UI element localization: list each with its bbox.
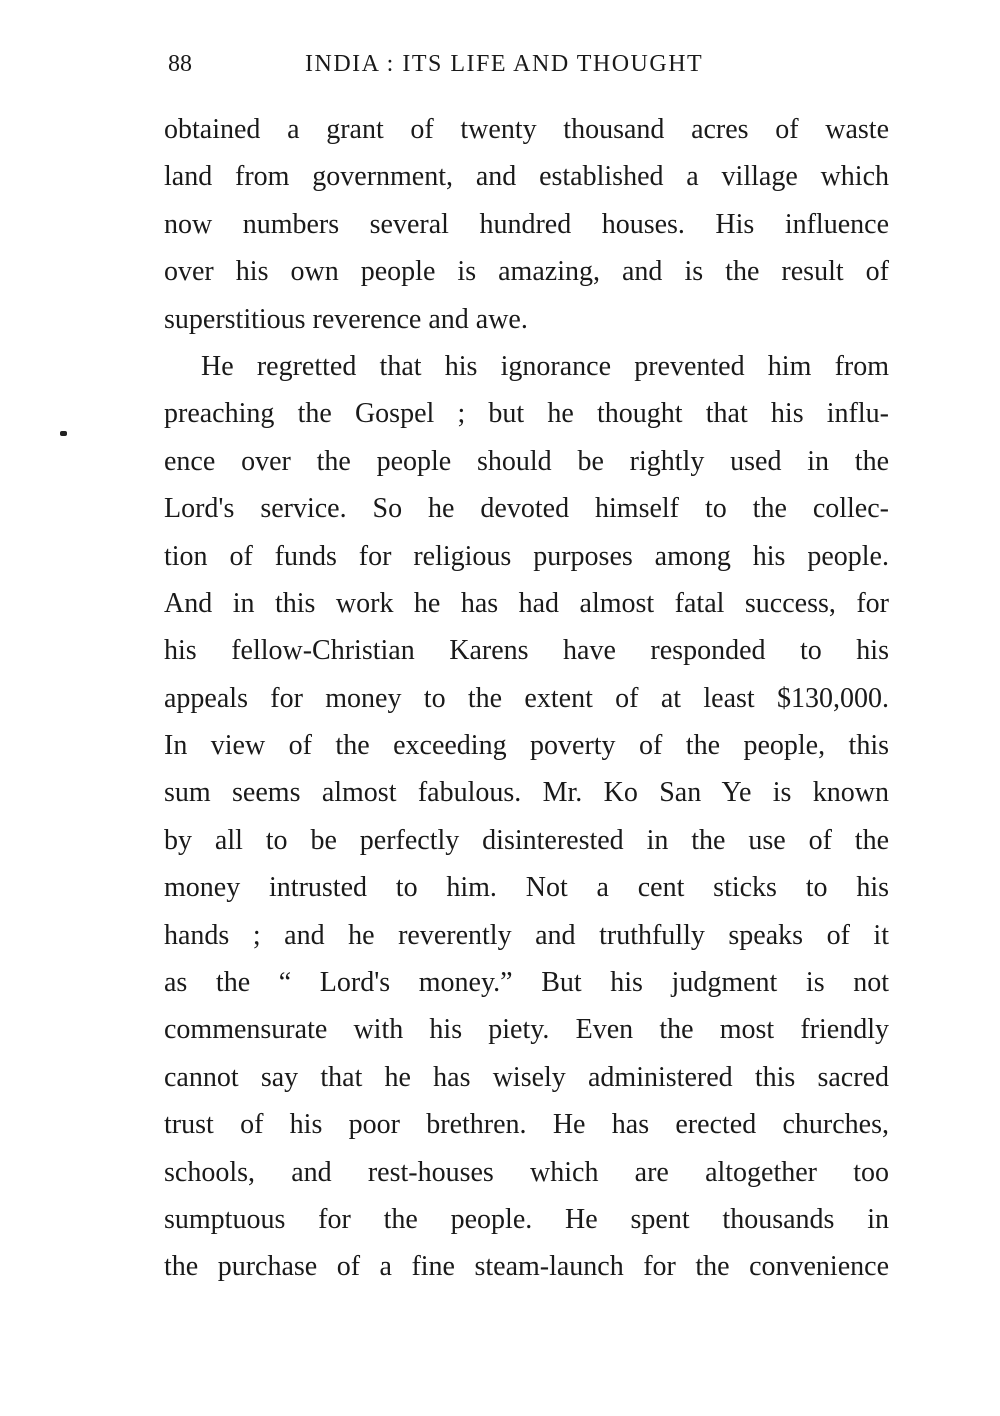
text-line: appeals for money to the extent of at least $130,000. <box>164 682 889 714</box>
text-line: superstitious reverence and awe. <box>164 303 528 335</box>
text-line: his fellow-Christian Karens have responded to his <box>164 635 889 667</box>
body-text <box>164 106 889 1291</box>
text-line: obtained a grant of twenty thousand acres of waste <box>164 114 889 145</box>
text-line: as the “ Lord's money.” But his judgment is not <box>164 967 889 999</box>
text-line: And in this work he has had almost fatal success, for <box>164 587 889 619</box>
stray-ink-mark <box>60 431 67 436</box>
text-line: Lord's service. So he devoted himself to the collec- <box>164 493 889 525</box>
text-line: sum seems almost fabulous. Mr. Ko San Ye is known <box>164 777 889 809</box>
text-line: schools, and rest-houses which are altogether too <box>164 1156 889 1188</box>
text-line: hands ; and he reverently and truthfully speaks of it <box>164 919 889 951</box>
text-line: trust of his poor brethren. He has erected churches, <box>164 1109 889 1141</box>
text-line: tion of funds for religious purposes among his people. <box>164 540 889 572</box>
text-line: by all to be perfectly disinterested in the use of the <box>164 824 889 856</box>
page-header <box>0 46 1000 86</box>
text-line: commensurate with his piety. Even the most friendly <box>164 1014 889 1046</box>
page-number: 88 <box>168 51 192 77</box>
text-line: ence over the people should be rightly used in the <box>164 445 889 477</box>
text-line: sumptuous for the people. He spent thousands in <box>164 1203 889 1235</box>
text-line: money intrusted to him. Not a cent sticks to his <box>164 872 889 904</box>
text-line: In view of the exceeding poverty of the people, this <box>164 730 889 762</box>
text-line: the purchase of a fine steam-launch for the convenience <box>164 1251 889 1283</box>
text-line: over his own people is amazing, and is the result of <box>164 256 889 288</box>
text-line: land from government, and established a village which <box>164 161 889 193</box>
text-line: preaching the Gospel ; but he thought that his influ- <box>164 398 889 430</box>
text-line: now numbers several hundred houses. His influence <box>164 208 889 240</box>
text-line: He regretted that his ignorance prevented him from <box>201 350 889 382</box>
text-line: cannot say that he has wisely administered this sacred <box>164 1061 889 1093</box>
running-title: INDIA : ITS LIFE AND THOUGHT <box>305 51 704 77</box>
